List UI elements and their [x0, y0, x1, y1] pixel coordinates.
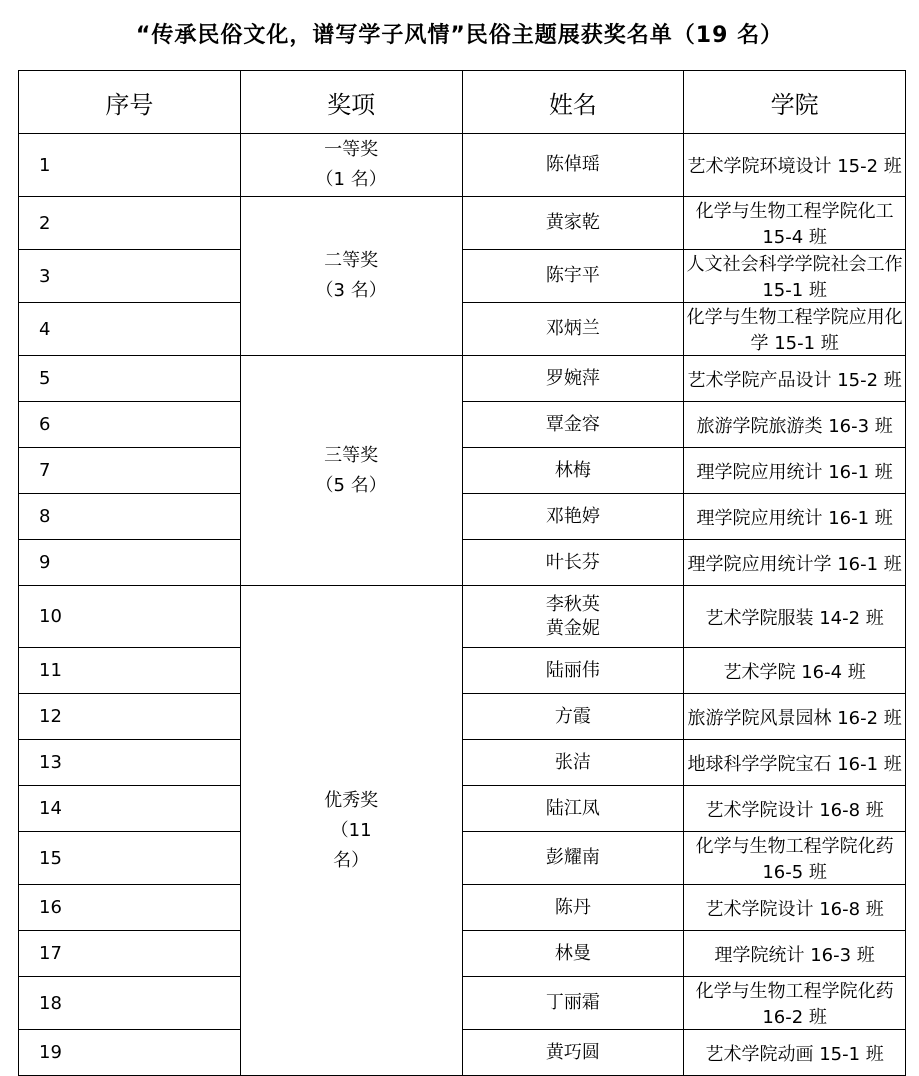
row-name: 丁丽霜 — [462, 977, 684, 1030]
row-school: 艺术学院设计 16-8 班 — [684, 786, 906, 832]
row-name: 陈丹 — [462, 885, 684, 931]
row-school: 艺术学院环境设计 15-2 班 — [684, 134, 906, 197]
award-second — [240, 197, 462, 356]
table-row — [19, 303, 906, 356]
header-award: 奖项 — [240, 71, 462, 134]
award-excellent — [240, 586, 462, 1076]
table-row — [19, 885, 906, 931]
row-no: 1 — [19, 134, 241, 197]
row-school: 艺术学院设计 16-8 班 — [684, 885, 906, 931]
award-third — [240, 356, 462, 586]
row-no: 17 — [19, 931, 241, 977]
row-school: 人文社会科学学院社会工作 15-1 班 — [684, 250, 906, 303]
row-name: 黄巧圆 — [462, 1030, 684, 1076]
row-no: 10 — [19, 586, 241, 648]
table-row — [19, 494, 906, 540]
row-name: 覃金容 — [462, 402, 684, 448]
row-name: 叶长芬 — [462, 540, 684, 586]
table-row — [19, 356, 906, 402]
table-row — [19, 977, 906, 1030]
award-label: 一等奖 — [324, 139, 379, 160]
row-no: 12 — [19, 694, 241, 740]
row-school: 旅游学院风景园林 16-2 班 — [684, 694, 906, 740]
row-no: 7 — [19, 448, 241, 494]
row-no: 13 — [19, 740, 241, 786]
row-name: 彭耀南 — [462, 832, 684, 885]
table-row — [19, 134, 906, 197]
award-label: 三等奖 — [324, 444, 379, 466]
row-name: 张洁 — [462, 740, 684, 786]
award-count: （1 名） — [315, 169, 387, 190]
page-title: “传承民俗文化，谱写学子风情”民俗主题展获奖名单（19 名） — [135, 23, 784, 48]
table-row — [19, 832, 906, 885]
row-name: 陈宇平 — [462, 250, 684, 303]
row-school: 化学与生物工程学院应用化学 15-1 班 — [684, 303, 906, 356]
row-name: 方霞 — [462, 694, 684, 740]
row-name: 林梅 — [462, 448, 684, 494]
table-row — [19, 540, 906, 586]
row-no: 3 — [19, 250, 241, 303]
row-school: 理学院统计 16-3 班 — [684, 931, 906, 977]
award-label: 二等奖 — [324, 250, 379, 271]
row-name-second: 黄金妮 — [545, 617, 600, 639]
row-name: 罗婉萍 — [462, 356, 684, 402]
row-school: 地球科学学院宝石 16-1 班 — [684, 740, 906, 786]
row-name: 邓艳婷 — [462, 494, 684, 540]
award-label: 优秀奖 — [324, 789, 379, 811]
award-excellent-wrap — [321, 786, 381, 876]
row-name — [462, 586, 684, 648]
award-count: （5 名） — [315, 474, 387, 496]
header-name: 姓名 — [462, 71, 684, 134]
row-no: 19 — [19, 1030, 241, 1076]
table-row — [19, 694, 906, 740]
table-row — [19, 448, 906, 494]
table-row — [19, 1030, 906, 1076]
award-table — [18, 70, 906, 1076]
row-school: 旅游学院旅游类 16-3 班 — [684, 402, 906, 448]
award-count: （11 名） — [330, 819, 372, 871]
row-no: 9 — [19, 540, 241, 586]
header-no: 序号 — [19, 71, 241, 134]
row-name: 林曼 — [462, 931, 684, 977]
table-row — [19, 402, 906, 448]
row-no: 14 — [19, 786, 241, 832]
table-row — [19, 197, 906, 250]
row-school: 艺术学院动画 15-1 班 — [684, 1030, 906, 1076]
header-school: 学院 — [684, 71, 906, 134]
award-first — [240, 134, 462, 197]
row-name-first: 李秋英 — [545, 593, 600, 615]
row-school: 化学与生物工程学院化药 16-2 班 — [684, 977, 906, 1030]
row-name: 陈倬瑶 — [462, 134, 684, 197]
row-no: 16 — [19, 885, 241, 931]
row-no: 2 — [19, 197, 241, 250]
row-no: 15 — [19, 832, 241, 885]
row-school: 艺术学院服装 14-2 班 — [684, 586, 906, 648]
row-school: 理学院应用统计 16-1 班 — [684, 448, 906, 494]
row-school: 理学院应用统计 16-1 班 — [684, 494, 906, 540]
row-no: 4 — [19, 303, 241, 356]
row-school: 艺术学院产品设计 15-2 班 — [684, 356, 906, 402]
table-row — [19, 586, 906, 648]
row-school: 艺术学院 16-4 班 — [684, 648, 906, 694]
row-no: 5 — [19, 356, 241, 402]
row-school: 化学与生物工程学院化工 15-4 班 — [684, 197, 906, 250]
row-no: 8 — [19, 494, 241, 540]
row-no: 11 — [19, 648, 241, 694]
row-name: 黄家乾 — [462, 197, 684, 250]
table-header-row — [19, 71, 906, 134]
table-row — [19, 740, 906, 786]
row-no: 6 — [19, 402, 241, 448]
table-row — [19, 250, 906, 303]
row-school: 理学院应用统计学 16-1 班 — [684, 540, 906, 586]
row-name: 邓炳兰 — [462, 303, 684, 356]
table-row — [19, 931, 906, 977]
row-name: 陆江凤 — [462, 786, 684, 832]
row-no: 18 — [19, 977, 241, 1030]
award-count: （3 名） — [315, 280, 387, 301]
row-name: 陆丽伟 — [462, 648, 684, 694]
table-row — [19, 648, 906, 694]
table-row — [19, 786, 906, 832]
row-school: 化学与生物工程学院化药 16-5 班 — [684, 832, 906, 885]
